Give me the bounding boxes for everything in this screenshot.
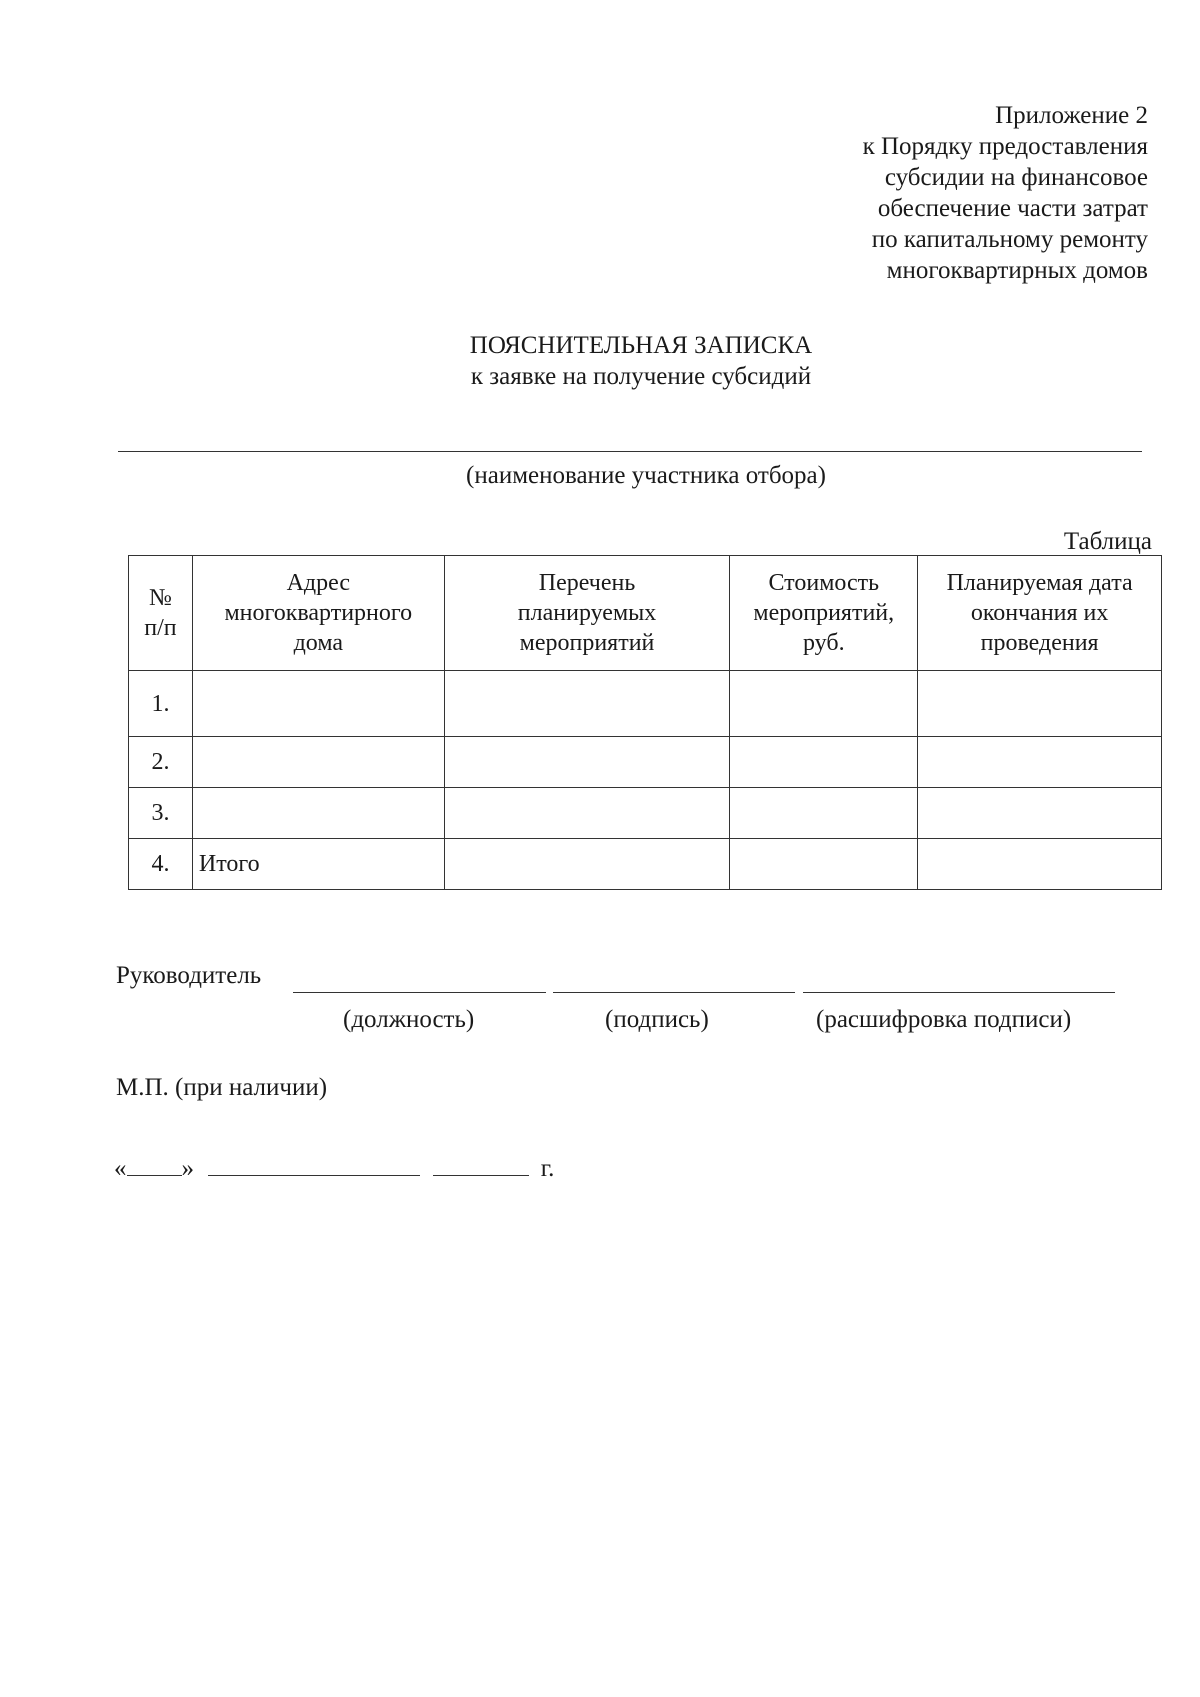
cell-address (192, 788, 444, 839)
cell-address (192, 671, 444, 737)
table-row (129, 737, 1162, 788)
header-cost-line: Стоимость (768, 570, 880, 596)
cell-cost (730, 737, 918, 788)
header-end-date-line: проведения (980, 630, 1099, 656)
document-title (0, 330, 1200, 392)
decoding-line (803, 992, 1115, 993)
stamp-label: М.П. (при наличии) (116, 1074, 328, 1101)
title-sub: к заявке на получение субсидий (470, 363, 812, 390)
header-num-line: п/п (144, 615, 177, 641)
cell-num: 1. (129, 671, 193, 737)
appendix-line: к Порядку предоставления (862, 133, 1148, 160)
date-close-quote: » (181, 1155, 194, 1182)
cell-cost (730, 671, 918, 737)
cell-num: 4. (129, 839, 193, 890)
cell-cost (730, 839, 918, 890)
header-end-date-line: окончания их (970, 600, 1109, 626)
header-num-line: № (148, 585, 172, 611)
header-address-line: дома (293, 630, 344, 656)
signature-caption: (подпись) (605, 1006, 709, 1033)
header-address-line: Адрес (286, 570, 351, 596)
signature-line (553, 992, 795, 993)
cell-num: 2. (129, 737, 193, 788)
cell-end-date (918, 671, 1162, 737)
cell-end-date (918, 737, 1162, 788)
header-measures (444, 556, 730, 671)
measures-table (128, 555, 1162, 890)
appendix-line: обеспечение части затрат (877, 195, 1148, 222)
header-num (129, 556, 193, 671)
position-line (293, 992, 546, 993)
header-cost (730, 556, 918, 671)
cell-measures (444, 671, 730, 737)
appendix-line: субсидии на финансовое (884, 164, 1148, 191)
header-address-line: многоквартирного (224, 600, 413, 626)
table-header-row (129, 556, 1162, 671)
appendix-line: по капитальному ремонту (871, 226, 1148, 253)
header-address (192, 556, 444, 671)
table-row-total (129, 839, 1162, 890)
date-row (114, 1153, 554, 1183)
participant-name-line (118, 451, 1142, 452)
cell-num: 3. (129, 788, 193, 839)
cell-cost (730, 788, 918, 839)
header-cost-line: мероприятий, (753, 600, 895, 626)
cell-end-date (918, 788, 1162, 839)
month-blank (208, 1153, 420, 1176)
table-row (129, 788, 1162, 839)
day-blank (127, 1153, 182, 1176)
header-end-date-line: Планируемая дата (946, 570, 1133, 596)
header-measures-line: планируемых (517, 600, 657, 626)
cell-address (192, 737, 444, 788)
header-cost-line: руб. (802, 630, 845, 656)
table-label: Таблица (1063, 528, 1152, 555)
header-measures-line: Перечень (538, 570, 636, 596)
header-measures-line: мероприятий (519, 630, 655, 656)
cell-measures (444, 737, 730, 788)
appendix-line: Приложение 2 (995, 102, 1148, 129)
year-blank (433, 1153, 529, 1176)
position-caption: (должность) (343, 1006, 475, 1033)
appendix-block (863, 100, 1148, 286)
decoding-caption: (расшифровка подписи) (816, 1006, 1072, 1033)
cell-measures (444, 839, 730, 890)
table-row (129, 671, 1162, 737)
cell-measures (444, 788, 730, 839)
participant-caption: (наименование участника отбора) (466, 462, 826, 489)
header-end-date (918, 556, 1162, 671)
title-main: ПОЯСНИТЕЛЬНАЯ ЗАПИСКА (469, 332, 813, 359)
cell-end-date (918, 839, 1162, 890)
cell-total-label: Итого (192, 839, 444, 890)
appendix-line: многоквартирных домов (886, 257, 1148, 284)
year-suffix: г. (540, 1155, 555, 1182)
signature-label: Руководитель (116, 962, 262, 989)
date-open-quote: « (114, 1155, 127, 1182)
